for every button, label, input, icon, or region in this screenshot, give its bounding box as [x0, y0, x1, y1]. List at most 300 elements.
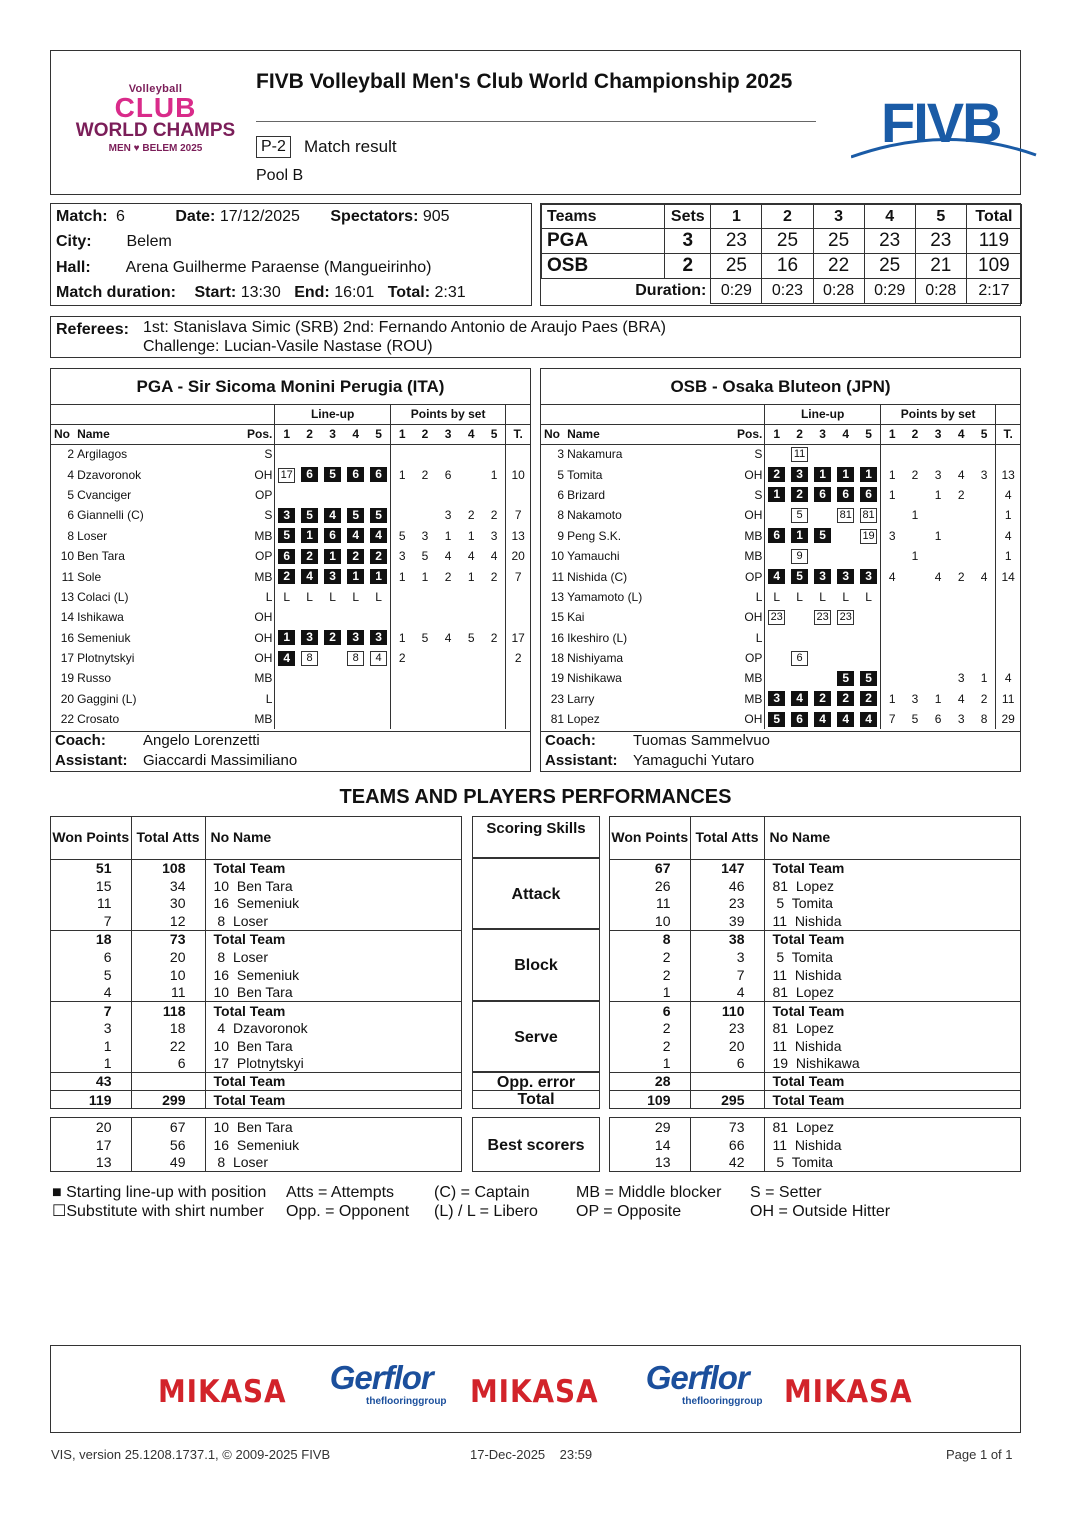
- set-points: [437, 689, 460, 709]
- set-points: [973, 628, 996, 648]
- set-points: [927, 546, 950, 566]
- total-atts: [690, 1073, 764, 1091]
- starting-position-marker: 5: [768, 712, 785, 727]
- lineup-cell: [298, 485, 321, 505]
- player-total: [506, 689, 530, 709]
- total-team-row: [51, 1073, 461, 1091]
- lineup-cell: [298, 526, 321, 546]
- player-total: 14: [1001, 569, 1015, 584]
- total-label: Total:: [387, 284, 431, 301]
- lineup-cell: [765, 566, 788, 586]
- won-points: 6: [51, 948, 131, 966]
- lineup-cell: [788, 464, 811, 484]
- player-label: Total Team: [772, 1091, 845, 1108]
- player-position: MB: [238, 566, 275, 586]
- player-total: 17: [511, 630, 525, 645]
- lineup-cell: [811, 485, 834, 505]
- player-name: Yamauchi: [567, 549, 620, 564]
- set-score: 23: [915, 229, 966, 254]
- points-set-header: 3: [437, 424, 460, 444]
- player-position: OH: [238, 648, 275, 668]
- starting-position-marker: 4: [814, 712, 831, 727]
- lineup-cell: [298, 546, 321, 566]
- total-atts: 12: [131, 912, 205, 930]
- lineup-cell: [811, 546, 834, 566]
- lineup-cell: [788, 587, 811, 607]
- player-number: 13: [60, 589, 75, 604]
- player-row: [51, 709, 530, 729]
- set-points: [390, 689, 413, 709]
- set-points: 2: [483, 505, 506, 525]
- set-points: 3: [444, 508, 452, 523]
- libero-marker: L: [283, 589, 291, 604]
- set-points: 4: [483, 546, 506, 566]
- total-atts: 73: [131, 930, 205, 948]
- player-stat-row: [51, 966, 461, 984]
- player-position: L: [728, 628, 765, 648]
- substitute-marker: 8: [347, 651, 364, 666]
- player-number: 14: [60, 610, 75, 625]
- set-points: [413, 505, 436, 525]
- team-code: PGA: [542, 229, 665, 254]
- lineup-cell: [367, 546, 390, 566]
- legend-s: S = Setter: [750, 1184, 822, 1201]
- player-number: 11: [551, 569, 565, 584]
- total-team-row: [51, 859, 461, 877]
- points-by-set-header: Points by set: [390, 405, 505, 424]
- starting-position-marker: 3: [791, 467, 808, 482]
- no-name-header: No Name: [205, 817, 461, 859]
- set-5-header: 5: [915, 205, 966, 229]
- libero-marker: L: [306, 589, 313, 604]
- player-name: Gaggini (L): [77, 691, 137, 706]
- name-header: Name: [77, 424, 238, 444]
- player-total: [996, 628, 1020, 648]
- hall-label: Hall:: [56, 259, 91, 276]
- assistant-label: Assistant:: [55, 752, 128, 769]
- starting-position-marker: 5: [347, 508, 364, 523]
- total-atts: 18: [131, 1019, 205, 1037]
- set-points: [390, 668, 413, 688]
- set-points: 1: [911, 549, 919, 564]
- start-label: Start:: [194, 284, 237, 301]
- player-number: 13: [550, 589, 565, 604]
- player-row: [51, 505, 530, 525]
- player-position: MB: [238, 709, 275, 729]
- left-best-scorers-box: [50, 1117, 462, 1172]
- roster-header-spacer: [541, 405, 765, 424]
- player-label: 5 Tomita: [772, 948, 833, 965]
- set-points: [460, 709, 483, 729]
- set-duration: 0:28: [915, 279, 966, 304]
- set-points: 5: [398, 528, 406, 543]
- set-points: [880, 648, 903, 668]
- set-points: 1: [421, 569, 429, 584]
- libero-marker: L: [329, 589, 336, 604]
- set-points: [437, 444, 460, 464]
- lineup-cell: [788, 628, 811, 648]
- set-points: [927, 668, 950, 688]
- lineup-cell: [857, 709, 880, 729]
- total-atts: 147: [690, 859, 764, 877]
- set-points: 5: [467, 630, 475, 645]
- set-points: [950, 546, 973, 566]
- total-atts: 10: [131, 966, 205, 984]
- set-4-header: 4: [864, 205, 915, 229]
- player-stat-row: [610, 877, 1020, 895]
- starting-position-marker: 5: [301, 508, 318, 523]
- sets-won: 3: [665, 229, 711, 254]
- lineup-cell: [321, 526, 344, 546]
- total-points: 109: [966, 254, 1021, 279]
- libero-marker: L: [842, 589, 850, 604]
- pos-header: Pos.: [238, 424, 275, 444]
- lineup-cell: [857, 689, 880, 709]
- lineup-cell: [367, 505, 390, 525]
- set-points: [973, 607, 996, 627]
- player-total: [506, 444, 530, 464]
- set-points: [390, 607, 413, 627]
- starting-position-marker: 6: [347, 467, 364, 482]
- lineup-cell: [321, 607, 344, 627]
- lineup-cell: [298, 587, 321, 607]
- sponsors-banner: [50, 1345, 1021, 1433]
- starting-position-marker: 4: [860, 712, 877, 727]
- player-name: Ishikawa: [77, 610, 124, 625]
- team-pga-panel: [50, 368, 531, 772]
- starting-position-marker: 5: [837, 671, 854, 686]
- right-performance-box: [609, 816, 1021, 1109]
- end-time: 16:01: [334, 284, 375, 301]
- set-points: 2: [973, 689, 996, 709]
- sets-won: 2: [665, 254, 711, 279]
- set-points: 1: [888, 487, 896, 502]
- lineup-cell: [367, 648, 390, 668]
- set-points: 1: [888, 467, 896, 482]
- referees-line-2: Challenge: Lucian-Vasile Nastase (ROU): [143, 338, 433, 355]
- lineup-cell: [344, 648, 367, 668]
- player-row: [51, 546, 530, 566]
- lineup-cell: [321, 444, 344, 464]
- player-number: 11: [61, 569, 75, 584]
- starting-position-marker: 1: [837, 467, 854, 482]
- won-points: 11: [610, 895, 690, 913]
- player-row: [541, 587, 1020, 607]
- player-label: Total Team: [772, 860, 845, 877]
- set-points: [927, 648, 950, 668]
- lineup-cell: [765, 464, 788, 484]
- points-set-header: 2: [903, 424, 926, 444]
- footer-datetime: 17-Dec-2025 23:59: [470, 1447, 593, 1462]
- set-score: 25: [864, 254, 915, 279]
- city-label: City:: [56, 233, 92, 250]
- lineup-cell: [765, 485, 788, 505]
- roster-group-header: [51, 405, 530, 424]
- player-total: 4: [1004, 528, 1012, 543]
- player-name: Giannelli (C): [77, 508, 144, 523]
- set-points: [460, 587, 483, 607]
- pos-header: Pos.: [728, 424, 765, 444]
- lineup-cell: [788, 668, 811, 688]
- lineup-cell: [765, 526, 788, 546]
- lineup-set-header: 5: [857, 424, 880, 444]
- lineup-cell: [275, 505, 298, 525]
- won-points: 17: [51, 1136, 131, 1154]
- lineup-cell: [344, 689, 367, 709]
- player-name: Sole: [77, 569, 102, 584]
- player-position: OH: [238, 628, 275, 648]
- player-label: Total Team: [205, 1073, 461, 1091]
- lineup-cell: [788, 709, 811, 729]
- starting-position-marker: 5: [278, 528, 295, 543]
- lineup-cell: [857, 648, 880, 668]
- won-points: 67: [610, 859, 690, 877]
- won-points: 15: [51, 877, 131, 895]
- starting-position-marker: 6: [791, 712, 808, 727]
- player-label: 81 Lopez: [764, 984, 1020, 1002]
- lineup-cell: [275, 526, 298, 546]
- won-points: 29: [610, 1118, 690, 1136]
- player-name: Nishikawa: [567, 671, 622, 686]
- lineup-cell: [811, 648, 834, 668]
- player-total: 10: [511, 467, 525, 482]
- total-atts: 67: [131, 1118, 205, 1136]
- lineup-cell: [834, 709, 857, 729]
- team-code: OSB: [542, 254, 665, 279]
- set-points: [413, 668, 436, 688]
- lineup-cell: [788, 485, 811, 505]
- total-team-row: [51, 1001, 461, 1019]
- player-number: 81: [550, 712, 565, 727]
- lineup-cell: [275, 689, 298, 709]
- player-number: 18: [550, 651, 565, 666]
- lineup-cell: [298, 566, 321, 586]
- lineup-cell: [367, 464, 390, 484]
- won-points: 26: [610, 877, 690, 895]
- player-total: [506, 485, 530, 505]
- player-label: 16 Semeniuk: [213, 895, 300, 912]
- lineup-cell: [321, 709, 344, 729]
- player-position: OP: [728, 648, 765, 668]
- player-total: 4: [1004, 671, 1012, 686]
- club-world-champs-logo: [63, 83, 248, 163]
- team-osb-panel: [540, 368, 1021, 772]
- set-points: 3: [911, 691, 919, 706]
- assistant-row: [55, 752, 297, 769]
- player-stat-row: [610, 984, 1020, 1002]
- gerflor-tagline: theflooringgroup: [366, 1396, 447, 1407]
- set-points: 2: [957, 569, 965, 584]
- player-label: Total Team: [213, 1002, 286, 1019]
- player-total: 11: [1001, 691, 1015, 706]
- scoreboard-row-pga: [542, 229, 1022, 254]
- skill-opp-error: Opp. error: [472, 1072, 600, 1091]
- substitute-marker: 19: [860, 529, 877, 544]
- won-points: 13: [610, 1154, 690, 1172]
- player-stat-row: [610, 895, 1020, 913]
- total-atts: 295: [690, 1090, 764, 1108]
- set-points: [950, 628, 973, 648]
- start-time: 13:30: [240, 284, 281, 301]
- set-points: 3: [483, 526, 506, 546]
- lineup-cell: [275, 628, 298, 648]
- substitute-marker: 4: [370, 651, 387, 666]
- city-value: Belem: [126, 233, 172, 250]
- total-team-row: [610, 1090, 1020, 1108]
- starting-position-marker: 3: [324, 569, 341, 584]
- set-points: 4: [957, 691, 965, 706]
- coach-row: [55, 732, 260, 749]
- set-points: [483, 607, 506, 627]
- lineup-set-header: 3: [321, 424, 344, 444]
- starting-position-marker: 3: [814, 569, 831, 584]
- libero-marker: L: [796, 589, 803, 604]
- player-name: Ben Tara: [77, 549, 125, 564]
- lineup-cell: [857, 566, 880, 586]
- points-set-header: 5: [973, 424, 996, 444]
- player-row: [541, 566, 1020, 586]
- set-points: [460, 607, 483, 627]
- best-scorer-row: [51, 1136, 461, 1154]
- coach-label: Coach:: [55, 732, 106, 749]
- player-label: 81 Lopez: [772, 1118, 834, 1135]
- won-points: 2: [610, 948, 690, 966]
- performance-header-row: [51, 817, 461, 859]
- lineup-cell: [834, 587, 857, 607]
- won-points-header: Won Points: [51, 817, 131, 859]
- fivb-logo-text: FIVB: [881, 91, 1001, 154]
- set-points: 2: [467, 508, 475, 523]
- lineup-cell: [765, 628, 788, 648]
- set-points: [437, 485, 460, 505]
- set-points: [413, 587, 436, 607]
- lineup-cell: [367, 587, 390, 607]
- lineup-cell: [788, 648, 811, 668]
- starting-position-marker: 2: [278, 569, 295, 584]
- total-atts: 42: [690, 1154, 764, 1172]
- set-points: [950, 526, 973, 546]
- left-performance-table: [51, 817, 461, 1108]
- gerflor-logo: [632, 1360, 763, 1407]
- player-number: 6: [67, 508, 75, 523]
- lineup-cell: [811, 668, 834, 688]
- set-score: 25: [813, 229, 864, 254]
- won-points: 2: [610, 1019, 690, 1037]
- legend-op: OP = Opposite: [576, 1203, 682, 1220]
- set-points: 4: [934, 569, 942, 584]
- roster-group-header: [541, 405, 1020, 424]
- lineup-cell: [765, 648, 788, 668]
- set-1-header: 1: [711, 205, 762, 229]
- lineup-cell: [788, 546, 811, 566]
- substitute-marker: 5: [791, 508, 808, 523]
- lineup-cell: [857, 668, 880, 688]
- no-header: No: [541, 424, 567, 444]
- total-atts: 7: [690, 966, 764, 984]
- roster-column-header: [51, 424, 530, 444]
- starting-position-marker: 5: [814, 528, 831, 543]
- set-points: [880, 607, 903, 627]
- gerflor-logo: [316, 1360, 447, 1407]
- total-atts: 34: [131, 877, 205, 895]
- fivb-logo: [851, 85, 1041, 165]
- legend-substitute: ☐Substitute with shirt number: [52, 1203, 264, 1220]
- player-name: Nakamura: [567, 447, 623, 462]
- lineup-cell: [367, 526, 390, 546]
- starting-position-marker: 6: [768, 528, 785, 543]
- lineup-cell: [765, 505, 788, 525]
- starting-position-marker: 5: [324, 467, 341, 482]
- won-points: 109: [610, 1090, 690, 1108]
- set-points: 1: [934, 691, 942, 706]
- won-points: 10: [610, 912, 690, 930]
- set-score: 22: [813, 254, 864, 279]
- set-points: [973, 485, 996, 505]
- won-points: 6: [610, 1001, 690, 1019]
- player-row: [51, 587, 530, 607]
- lineup-cell: [275, 546, 298, 566]
- set-score: 16: [762, 254, 813, 279]
- set-points: [460, 648, 483, 668]
- player-row: [51, 444, 530, 464]
- points-set-header: 2: [413, 424, 436, 444]
- set-points: [903, 566, 926, 586]
- player-number: 2: [67, 447, 75, 462]
- player-position: OP: [238, 546, 275, 566]
- referees: [50, 316, 1021, 358]
- player-name: Dzavoronok: [77, 467, 142, 482]
- total-points: 119: [966, 229, 1021, 254]
- set-points: 1: [483, 464, 506, 484]
- lineup-cell: [321, 628, 344, 648]
- won-points: 28: [610, 1073, 690, 1091]
- player-position: OH: [728, 464, 765, 484]
- player-position: OP: [728, 566, 765, 586]
- starting-position-marker: 1: [301, 528, 318, 543]
- total-atts: 118: [131, 1001, 205, 1019]
- lineup-cell: [857, 628, 880, 648]
- lineup-cell: [298, 505, 321, 525]
- won-points: 2: [610, 966, 690, 984]
- player-name: Brizard: [567, 487, 606, 502]
- lineup-cell: [788, 689, 811, 709]
- libero-marker: L: [773, 589, 781, 604]
- starting-position-marker: 2: [837, 691, 854, 706]
- set-points: [390, 485, 413, 505]
- player-label: 16 Semeniuk: [213, 966, 300, 983]
- mikasa-logo: MIKASA: [158, 1374, 287, 1410]
- player-stat-row: [51, 895, 461, 913]
- player-name: Kai: [567, 610, 585, 625]
- coach-name: Tuomas Sammelvuo: [633, 732, 770, 749]
- substitute-marker: 23: [814, 610, 831, 625]
- set-points: 4: [444, 549, 452, 564]
- logo-line-3: WORLD CHAMPS: [75, 120, 236, 141]
- player-total: 1: [1004, 549, 1012, 564]
- player-name: Tomita: [567, 467, 603, 482]
- lineup-cell: [321, 689, 344, 709]
- set-points: 2: [483, 566, 506, 586]
- lineup-cell: [298, 444, 321, 464]
- lineup-cell: [321, 566, 344, 586]
- match-info-row-3: [56, 259, 432, 277]
- player-position: MB: [238, 668, 275, 688]
- set-points: 1: [467, 569, 475, 584]
- player-label: 8 Loser: [213, 1154, 268, 1171]
- name-header: Name: [567, 424, 728, 444]
- lineup-cell: [834, 546, 857, 566]
- starting-position-marker: 2: [860, 691, 877, 706]
